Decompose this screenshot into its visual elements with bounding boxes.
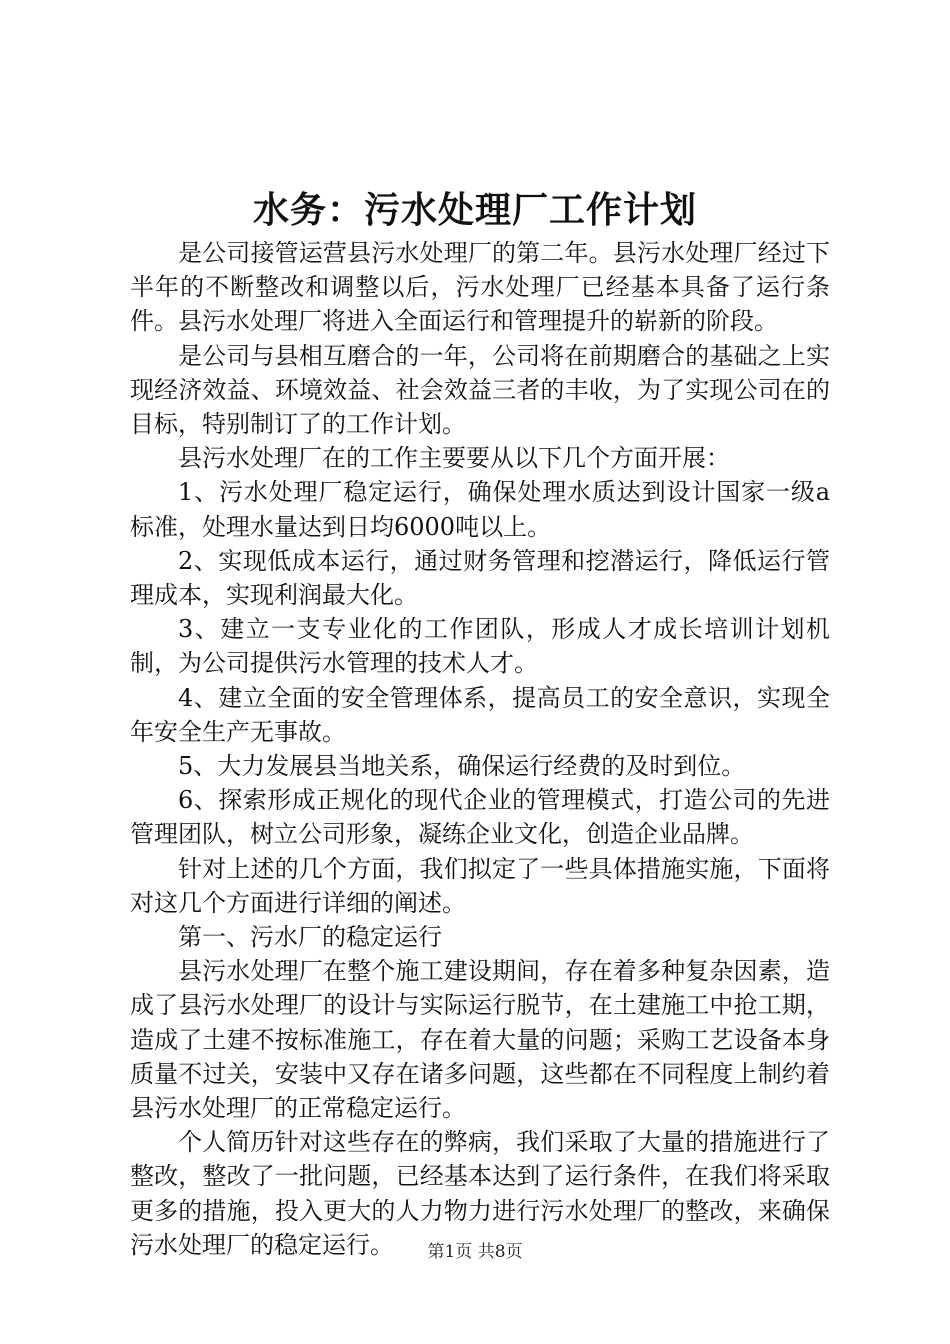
paragraph: 县污水处理厂在整个施工建设期间，存在着多种复杂因素，造成了县污水处理厂的设计与实际运行脱节，在土建施工中抢工期，造成了土建不按标准施工，存在着大量的问题；采购工艺设备本身质量不过关，安装中又存在诸多问题，这些都在不同程度上制约着县污水处理厂的正常稳定运行。 bbox=[130, 957, 830, 1123]
section-heading: 第一、污水厂的稳定运行 bbox=[178, 923, 442, 952]
list-item-3: 3、建立一支专业化的工作团队，形成人才成长培训计划机制，为公司提供污水管理的技术人才。 bbox=[130, 615, 830, 678]
list-item-1: 1、污水处理厂稳定运行，确保处理水质达到设计国家一级a标准，处理水量达到日均6000吨以上。 bbox=[130, 478, 830, 541]
list-item-2: 2、实现低成本运行，通过财务管理和挖潜运行，降低运行管理成本，实现利润最大化。 bbox=[130, 546, 830, 610]
paragraph: 是公司与县相互磨合的一年，公司将在前期磨合的基础之上实现经济效益、环境效益、社会效益三者的丰收，为了实现公司在的目标，特别制订了的工作计划。 bbox=[130, 341, 830, 439]
document-body bbox=[130, 236, 830, 1262]
list-item-6: 6、探索形成正规化的现代企业的管理模式，打造公司的先进管理团队，树立公司形象，凝练企业文化，创造企业品牌。 bbox=[130, 786, 830, 849]
paragraph: 是公司接管运营县污水处理厂的第二年。县污水处理厂经过下半年的不断整改和调整以后，污水处理厂已经基本具备了运行条件。县污水处理厂将进入全面运行和管理提升的崭新的阶段。 bbox=[130, 239, 830, 336]
paragraph: 县污水处理厂在的工作主要要从以下几个方面开展： bbox=[178, 444, 730, 473]
page-footer: 第1页 共8页 bbox=[427, 1242, 523, 1262]
list-item-4: 4、建立全面的安全管理体系，提高员工的安全意识，实现全年安全生产无事故。 bbox=[130, 683, 830, 746]
list-item-5: 5、大力发展县当地关系，确保运行经费的及时到位。 bbox=[178, 752, 746, 781]
paragraph: 个人简历针对这些存在的弊病，我们采取了大量的措施进行了整改，整改了一批问题，已经基本达到了运行条件，在我们将采取更多的措施，投入更大的人力物力进行污水处理厂的整改，来确保污水处理厂的稳定运行。 bbox=[130, 1128, 830, 1259]
paragraph: 针对上述的几个方面，我们拟定了一些具体措施实施，下面将对这几个方面进行详细的阐述。 bbox=[130, 854, 830, 917]
document-title: 水务：污水处理厂工作计划 bbox=[252, 189, 697, 231]
